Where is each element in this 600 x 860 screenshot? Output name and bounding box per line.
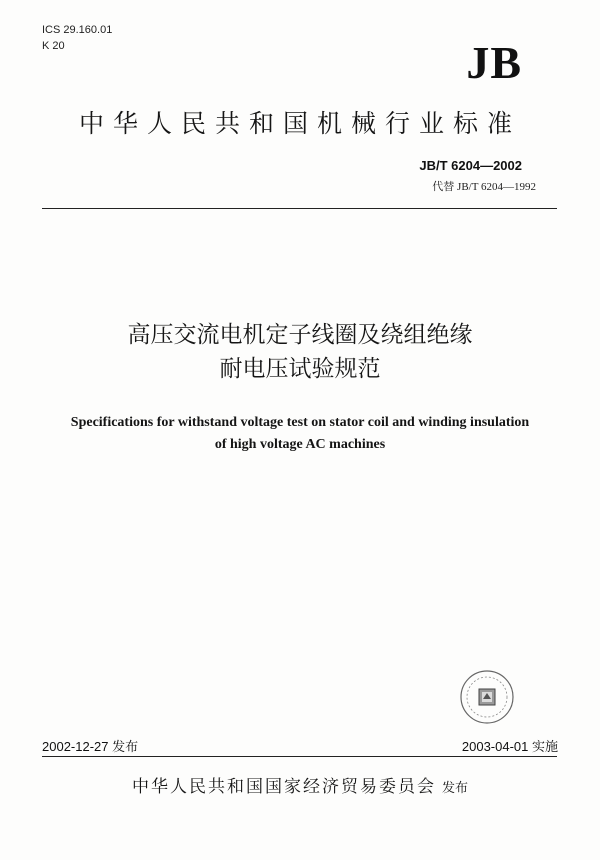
english-title-line-1: Specifications for withstand voltage test on stator coil and winding insulation: [70, 415, 530, 430]
chinese-title-line-2: 耐电压试验规范: [219, 356, 381, 382]
standard-number: JB/T 6204—2002: [419, 158, 522, 173]
ccs-code: K 20: [42, 40, 65, 52]
publisher-seal-icon: [458, 668, 516, 726]
implementation-date: 2003-04-01 实施: [461, 739, 558, 754]
ics-code: ICS 29.160.01: [42, 24, 113, 36]
jb-logo: JB: [466, 37, 522, 88]
replaces-standard: 代替 JB/T 6204—1992: [432, 181, 536, 193]
english-title: [0, 412, 600, 456]
issuer-name: 中华人民共和国国家经济贸易委员会: [131, 777, 436, 797]
top-divider: [42, 208, 557, 209]
issuer-verb: 发布: [441, 781, 468, 796]
issue-date: 2002-12-27 发布: [42, 739, 139, 754]
classification-codes: [42, 22, 112, 54]
chinese-title-line-1: 高压交流电机定子线圈及绕组绝缘: [127, 322, 473, 348]
standard-category-title: 中华人民共和国机械行业标准: [78, 109, 521, 138]
issuing-authority: [0, 772, 600, 797]
chinese-title: [0, 318, 600, 386]
bottom-divider: [42, 756, 557, 757]
english-title-line-2: of high voltage AC machines: [214, 437, 386, 452]
